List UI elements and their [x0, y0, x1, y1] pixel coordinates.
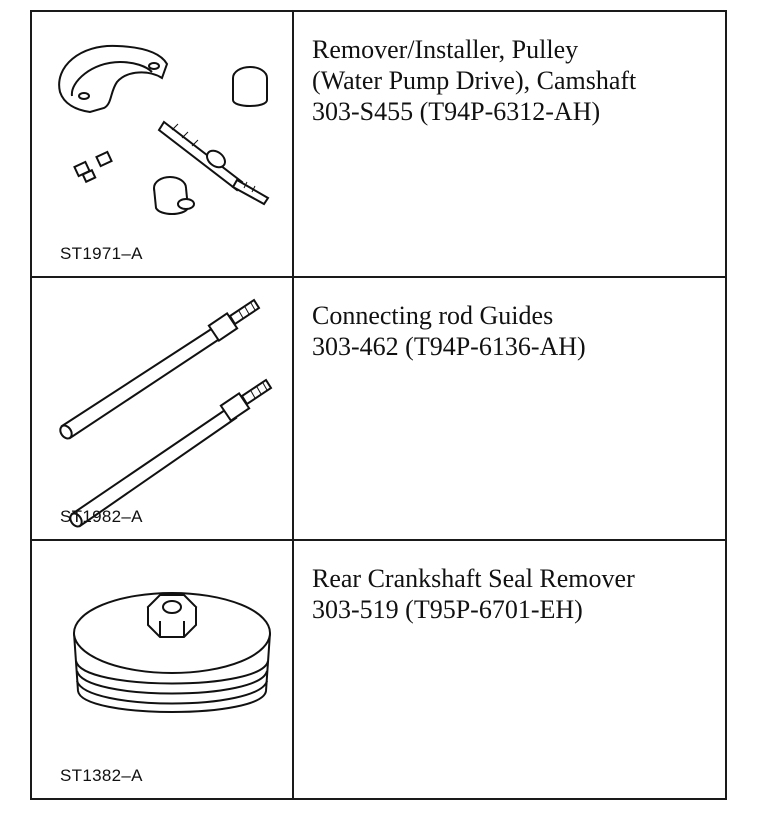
tool-description — [294, 12, 725, 127]
description-line: (Water Pump Drive), Camshaft — [312, 66, 637, 95]
illustration-code: ST1971–A — [60, 244, 143, 263]
tool-description-cell — [294, 278, 725, 541]
crankshaft-seal-remover-illustration — [32, 541, 292, 798]
connecting-rod-guides-illustration — [32, 278, 292, 539]
description-line: Connecting rod Guides — [312, 301, 554, 330]
illustration-code: ST1382–A — [60, 766, 143, 785]
description-line: 303-519 (T95P-6701-EH) — [312, 595, 583, 624]
description-line: 303-S455 (T94P-6312-AH) — [312, 97, 601, 126]
description-line: 303-462 (T94P-6136-AH) — [312, 332, 586, 361]
description-line: Rear Crankshaft Seal Remover — [312, 564, 635, 593]
tool-illustration-cell — [32, 541, 294, 798]
illustration-code: ST1982–A — [60, 507, 143, 526]
pulley-remover-illustration — [32, 12, 292, 276]
tool-description-cell — [294, 541, 725, 798]
tool-description — [294, 278, 725, 362]
tool-description-cell — [294, 12, 725, 278]
tool-description — [294, 541, 725, 625]
special-tools-table — [30, 10, 727, 800]
tool-illustration-cell — [32, 12, 294, 278]
tool-illustration-cell — [32, 278, 294, 541]
description-line: Remover/Installer, Pulley — [312, 35, 579, 64]
